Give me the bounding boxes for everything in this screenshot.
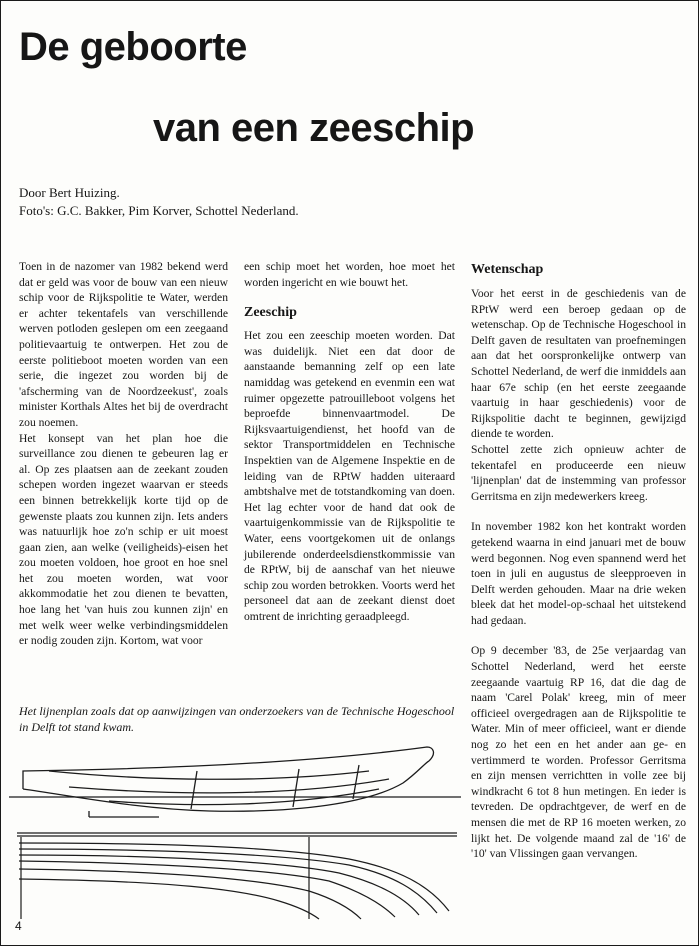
paragraph: Het zou een zeeschip moeten worden. Dat was duidelijk. Niet een dat door de aanstaande bemanning zelf op een late namiddag was getekend en evenmin een wat ruimer opgezette patrouilleboot volgens het beproefde binnenvaartmodel. De Rijksvaartuigendienst, het hoofd van de sektor Transportmiddelen en Technische Inspektien van de Algemene Inspektie en de leiding van de RPtW hadden uiteraard ambtshalve met de totstandkoming van doen. Het lag echter voor de hand dat ook de vaartuigenkommissie van de Rijkspolitie te Water, eens voortgekomen uit de onlangs jubilerende onderdeelsdienstkommissie van de RPtW, bij de aanschaf van het nieuwe schip zou worden betrokken. Voorts werd het personeel dat aan de zeekant dienst doet omtrent de inrichting geraadpleegd. <box>244 329 455 623</box>
article-column-2 <box>244 259 455 624</box>
title-line-2: van een zeeschip <box>153 106 475 150</box>
paragraph: Voor het eerst in de geschiedenis van de RPtW werd een beroep gedaan op de wetenschap. Op de Technische Hogeschool in Delft gaven de resultaten van proefnemingen aan dat het oorspronkelijke ontwerp van Schottel Nederland, de werf die inmiddels aan haar 67e schip (en het eerste zeegaande vaartuig in haar geschiedenis) voor de Rijkspolitie dacht te beginnen, gewijzigd diende te worden. <box>471 287 686 441</box>
sheer-line <box>23 747 433 789</box>
waterline-curve <box>19 843 449 911</box>
waterline-curve <box>19 861 395 917</box>
waterline-curve <box>19 855 419 915</box>
paragraph: In november 1982 kon het kontrakt worden getekend waarna in eind januari met de bouw werd begonnen. Nog even spannend werd het toen in juli en augustus de sleepproeven in Delft werden gehouden. Maar na drie weken bleek dat het model-op-schaal het uitstekend had gedaan. <box>471 520 686 627</box>
byline-author: Door Bert Huizing. <box>19 185 120 200</box>
hull-lines-plan-drawing <box>9 741 461 921</box>
section-heading-wetenschap: Wetenschap <box>471 262 544 277</box>
station-line <box>353 765 359 799</box>
paragraph: een schip moet het worden, hoe moet het worden ingericht en wie bouwt het. <box>244 260 455 289</box>
title-line-1: De geboorte <box>19 25 247 69</box>
station-line <box>191 771 197 809</box>
byline-photos: Foto's: G.C. Bakker, Pim Korver, Schottel Nederland. <box>19 203 299 218</box>
article-column-3 <box>471 259 686 862</box>
waterline-curve <box>19 849 437 913</box>
paragraph: Toen in de nazomer van 1982 bekend werd dat er geld was voor de bouw van een nieuw schip voor de Rijkspolitie te Water, werden er achter tekentafels van verschillende werven potloden geslepen om een zeegaand politievaartuig te ontwerpen. Het zou de eerste politieboot moeten worden van een serie, die ingezet zou worden bij de 'afscherming van de Noordzeekust', zoals minister Korthals Altes het bij de overdracht zou noemen. <box>19 260 228 429</box>
page-number: 4 <box>15 919 22 933</box>
section-heading-zeeschip: Zeeschip <box>244 305 297 321</box>
deck-line <box>49 771 369 779</box>
paragraph: Op 9 december '83, de 25e verjaardag van Schottel Nederland, werd het eerste zeegaande vaartuig RP 16, dat die dag de naam 'Carel Polak' kreeg, min of meer officieel overgedragen aan de Rijkspolitie te Water. Min of meer officieel, want er diende nog zo het een en het ander aan ge- en vertimmerd te worden. Professor Gerritsma en zijn mensen verrichtten in volle zee bij windkracht 6 tot 8 hun metingen. En ieder is tevreden. De opdrachtgever, de werf en de mensen die met de RP 16 moeten werken, zo lijkt het. De volgende maand zal de '16' de '10' van Vlissingen gaan vervangen. <box>471 644 686 861</box>
article-column-1 <box>19 259 228 649</box>
waterline-curve <box>19 879 319 919</box>
plan-view <box>17 833 457 919</box>
figure-caption: Het lijnenplan zoals dat op aanwijzingen van onderzoekers van de Technische Hogeschool in Delft tot stand kwam. <box>19 704 455 734</box>
byline <box>19 184 299 220</box>
paragraph: Schottel zette zich opnieuw achter de tekentafel en produceerde een nieuw 'lijnenplan' dat de instemming van professor Gerritsma en zijn medewerkers kreeg. <box>471 442 686 503</box>
buttock-line <box>69 779 389 793</box>
keel-line <box>23 761 429 811</box>
waterline-curve <box>19 869 361 919</box>
paragraph: Het konsept van het plan hoe die surveillance zou dienen te gebeuren lag er al. Op zes plaatsen aan de zeekant zouden schepen worden ingezet waarvan er steeds een binnen betrekkelijk korte tijd op de gewenste plaats zou kunnen zijn. Iets anders was natuurlijk hoe zo'n schip er uit moest gaan zien, aan welke (veiligheids)-eisen het zou moeten voldoen, hoe groot en hoe snel het zou moeten worden, wat voor akkommodatie het zou dienen te bevatten, hoe lang het 'van huis zou kunnen zijn' en met welk weer welke verbindingsmiddelen er nodig zouden zijn. Kortom, wat voor <box>19 431 228 648</box>
profile-view <box>9 747 461 817</box>
